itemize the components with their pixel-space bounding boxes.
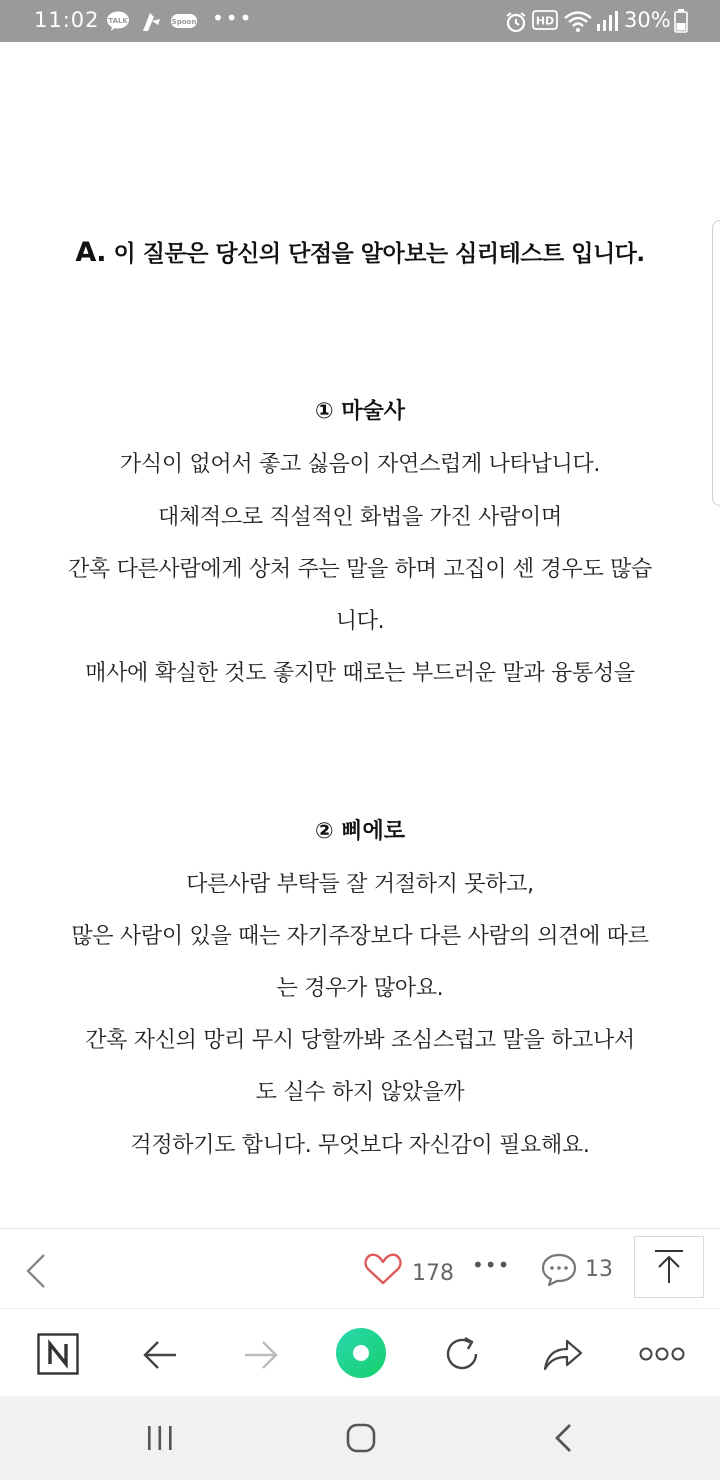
naver-home-icon[interactable] <box>37 1333 79 1379</box>
talk-label: TALK <box>108 17 128 25</box>
hd-icon <box>532 10 558 30</box>
paragraph-line: 많은 사람이 있을 때는 자기주장보다 다른 사람의 의견에 따르 <box>71 924 649 949</box>
spoon-label: Spoon <box>171 18 197 26</box>
spoon-icon <box>170 11 198 31</box>
scroll-handle[interactable] <box>712 220 720 506</box>
comment-count: 13 <box>585 1257 613 1282</box>
paragraph-line: 매사에 확실한 것도 좋지만 때로는 부드러운 말과 융통성을 <box>85 661 635 686</box>
alarm-icon <box>505 11 527 31</box>
forward-arrow-icon[interactable] <box>241 1335 281 1379</box>
more-options-icon[interactable]: ••• <box>472 1253 511 1277</box>
like-heart-icon[interactable] <box>364 1253 402 1289</box>
paragraph-line: 는 경우가 많아요. <box>276 976 444 1001</box>
paragraph-line: 도 실수 하지 않았을까 <box>255 1080 465 1105</box>
green-dot-button[interactable] <box>334 1326 388 1384</box>
signal-icon <box>596 10 618 30</box>
system-navigation-bar <box>0 1396 720 1480</box>
section-title-magician: ① 마술사 <box>314 399 406 424</box>
recent-apps-icon[interactable] <box>145 1424 175 1456</box>
section-title-pierrot: ② 삐에로 <box>314 819 406 844</box>
article-heading <box>0 235 720 268</box>
paragraph-line: 니다. <box>335 609 385 634</box>
heading-letter: A. <box>75 237 107 268</box>
like-count: 178 <box>412 1261 454 1286</box>
paragraph-line: 다른사람 부탁들 잘 거절하지 못하고, <box>186 872 534 897</box>
status-time: 11:02 <box>34 8 100 32</box>
article-content[interactable] <box>0 42 720 1228</box>
more-notifications-icon: ••• <box>212 6 254 30</box>
system-back-icon[interactable] <box>550 1422 576 1458</box>
back-arrow-icon[interactable] <box>140 1335 180 1379</box>
kakaotalk-icon <box>106 11 130 31</box>
comment-bubble-icon[interactable] <box>541 1253 577 1291</box>
share-arrow-icon[interactable] <box>541 1333 585 1379</box>
paragraph-line: 대체적으로 직설적인 화법을 가진 사람이며 <box>158 505 562 530</box>
paragraph-line: 간혹 자신의 망리 무시 당할까봐 조심스럽고 말을 하고나서 <box>85 1028 635 1053</box>
paragraph-line: 간혹 다른사람에게 상처 주는 말을 하며 고집이 센 경우도 많습 <box>67 557 653 582</box>
hd-label: HD <box>535 14 555 28</box>
battery-percent: 30% <box>624 8 671 32</box>
paragraph-line: 가식이 없어서 좋고 싫음이 자연스럽게 나타납니다. <box>119 452 601 477</box>
wifi-icon <box>563 9 593 29</box>
paragraph-line: 걱정하기도 합니다. 무엇보다 자신감이 필요해요. <box>130 1133 590 1158</box>
arrow-up-icon <box>635 1237 703 1297</box>
menu-dots-icon[interactable] <box>639 1345 685 1367</box>
status-bar <box>0 0 720 42</box>
battery-icon <box>674 9 688 29</box>
scroll-to-top-button[interactable] <box>634 1236 704 1298</box>
browser-toolbar <box>0 1308 720 1397</box>
heading-text: 이 질문은 당신의 단점을 알아보는 심리테스트 입니다. <box>113 241 645 267</box>
post-action-bar <box>0 1228 720 1309</box>
home-icon[interactable] <box>345 1422 377 1458</box>
back-chevron-icon[interactable] <box>22 1251 50 1295</box>
app-notification-icon <box>140 11 164 31</box>
refresh-icon[interactable] <box>441 1333 483 1379</box>
